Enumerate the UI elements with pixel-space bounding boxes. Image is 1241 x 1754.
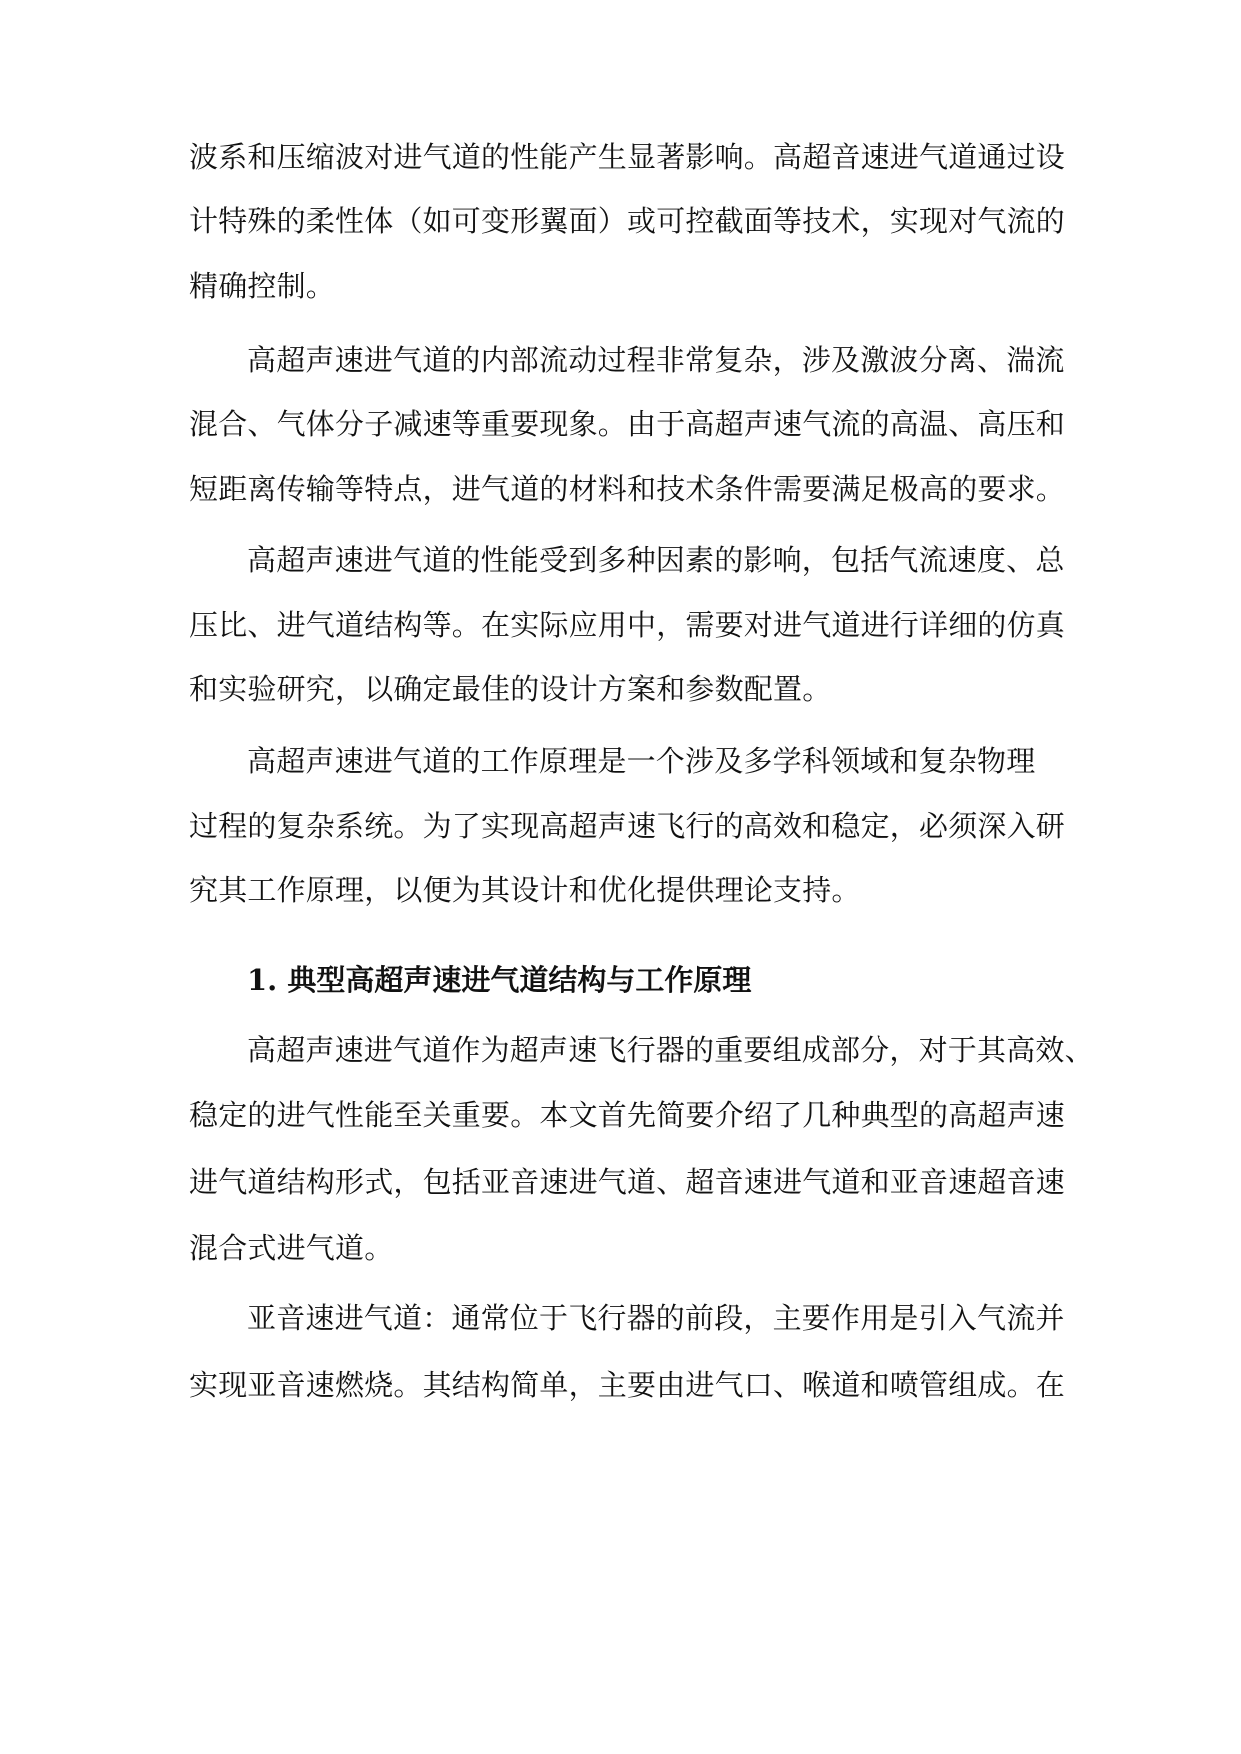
paragraph-1-line-1: 波系和压缩波对进气道的性能产生显著影响。高超音速进气道通过设 (189, 140, 1066, 174)
section-paragraph-2-line-1: 亚音速进气道：通常位于飞行器的前段，主要作用是引入气流并 (247, 1301, 1065, 1335)
paragraph-2-line-1: 高超声速进气道的内部流动过程非常复杂，涉及激波分离、湍流 (247, 343, 1065, 377)
paragraph-3-line-2: 压比、进气道结构等。在实际应用中，需要对进气道进行详细的仿真 (189, 608, 1066, 642)
section-paragraph-2-line-2: 实现亚音速燃烧。其结构简单，主要由进气口、喉道和喷管组成。在 (189, 1368, 1066, 1402)
paragraph-3-line-3: 和实验研究，以确定最佳的设计方案和参数配置。 (189, 672, 832, 706)
paragraph-2-line-3: 短距离传输等特点，进气道的材料和技术条件需要满足极高的要求。 (189, 472, 1066, 506)
paragraph-1-line-3: 精确控制。 (189, 269, 336, 303)
paragraph-3-line-1: 高超声速进气道的性能受到多种因素的影响，包括气流速度、总 (247, 543, 1065, 577)
section-paragraph-1-line-3: 进气道结构形式，包括亚音速进气道、超音速进气道和亚音速超音速 (189, 1165, 1066, 1199)
section-paragraph-1-line-4: 混合式进气道。 (189, 1231, 394, 1265)
paragraph-2-line-2: 混合、气体分子减速等重要现象。由于高超声速气流的高温、高压和 (189, 407, 1066, 441)
section-paragraph-1-line-1: 高超声速进气道作为超声速飞行器的重要组成部分，对于其高效、 (247, 1033, 1094, 1067)
section-heading: 1. 典型高超声速进气道结构与工作原理 (247, 963, 752, 997)
paragraph-1-line-2: 计特殊的柔性体（如可变形翼面）或可控截面等技术，实现对气流的 (189, 204, 1066, 238)
paragraph-4-line-1: 高超声速进气道的工作原理是一个涉及多学科领域和复杂物理 (247, 744, 1036, 778)
paragraph-4-line-2: 过程的复杂系统。为了实现高超声速飞行的高效和稳定，必须深入研 (189, 809, 1066, 843)
paragraph-4-line-3: 究其工作原理，以便为其设计和优化提供理论支持。 (189, 873, 861, 907)
section-paragraph-1-line-2: 稳定的进气性能至关重要。本文首先简要介绍了几种典型的高超声速 (189, 1098, 1066, 1132)
